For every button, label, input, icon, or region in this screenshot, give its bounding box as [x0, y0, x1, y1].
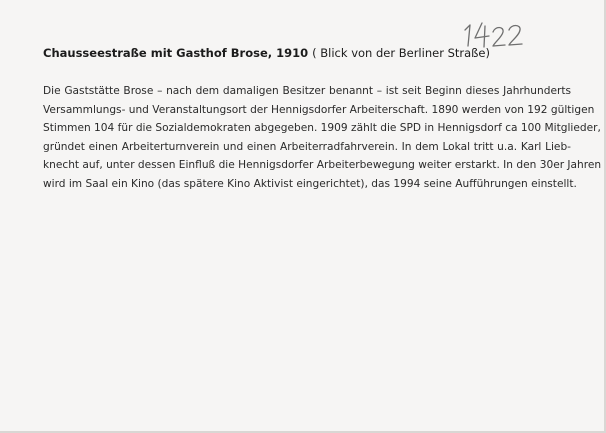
description-line: Stimmen 104 für die Sozialdemokraten abgegeben. 1909 zählt die SPD in Hennigsdorf ca 100 Mitglieder, [43, 122, 601, 134]
description-line: wird im Saal ein Kino (das spätere Kino Aktivist eingerichtet), das 1994 seine Aufführungen einstellt. [43, 177, 577, 190]
caption-subtitle: ( Blick von der Berliner Straße) [312, 46, 490, 60]
handwritten-number [460, 16, 532, 52]
description-line: knecht auf, unter dessen Einfluß die Hennigsdorfer Arbeiterbewegung weiter erstarkt. In den 30er Jahren [43, 159, 602, 171]
description-line: Die Gaststätte Brose – nach dem damaligen Besitzer benannt – ist seit Beginn dieses Jahrhunderts [43, 85, 571, 97]
description-line: Versammlungs- und Veranstaltungsort der Hennigsdorfer Arbeiterschaft. 1890 werden von 192 gültigen [43, 103, 595, 116]
description-text [43, 82, 602, 193]
description-line: gründet einen Arbeiterturnverein und einen Arbeiterradfahrverein. In dem Lokal tritt u.a. Karl Lieb- [43, 140, 571, 153]
caption-title: Chausseestraße mit Gasthof Brose, 1910 [43, 46, 309, 60]
